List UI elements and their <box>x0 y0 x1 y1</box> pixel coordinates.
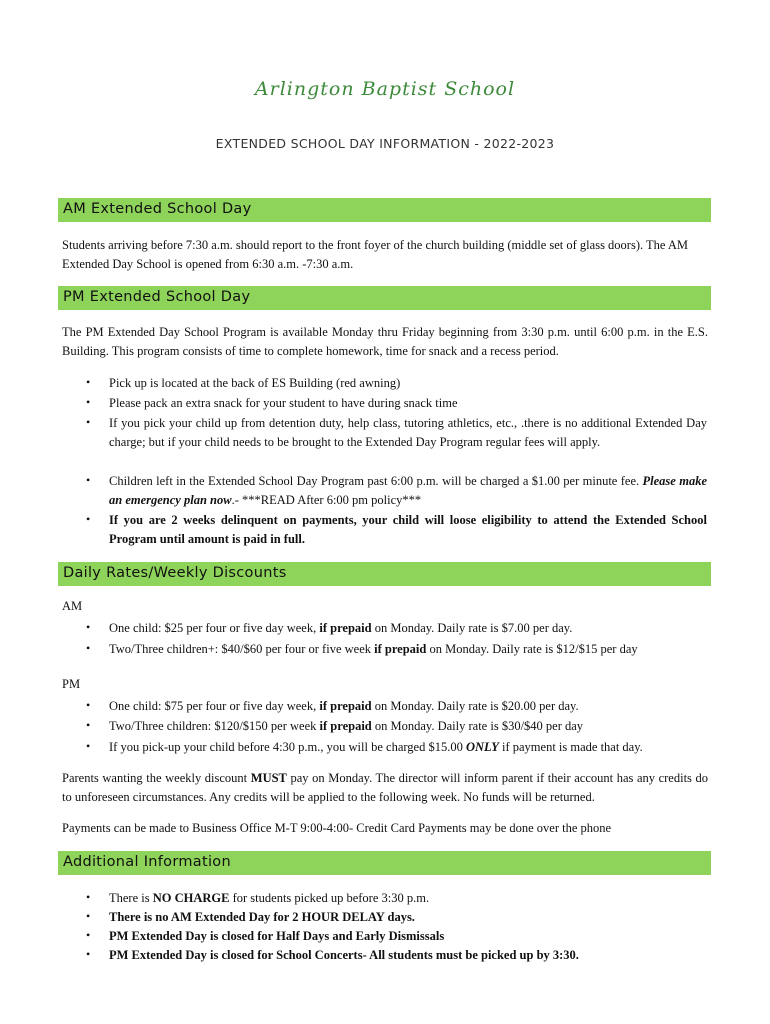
info-text: There is <box>109 891 153 905</box>
must-text: MUST <box>250 771 287 785</box>
late-fee-text: Children left in the Extended School Day Program past 6:00 p.m. will be charged a $1.00 per minute fee. <box>109 474 640 488</box>
bullet-marker: • <box>86 375 91 389</box>
section-header-additional <box>58 851 711 875</box>
am-rate-one-child <box>109 619 707 638</box>
am-rates-label: AM <box>62 599 83 613</box>
prepaid-text: if prepaid <box>374 642 427 656</box>
am-rate-multi-child <box>109 640 707 659</box>
rate-text: on Monday. Daily rate is $30/$40 per day <box>371 719 584 733</box>
rate-text: if payment is made that day. <box>498 740 643 754</box>
school-name: Arlington Baptist School <box>254 78 516 100</box>
rate-text: One child: $25 per four or five day week, <box>109 621 320 635</box>
bullet-marker: • <box>86 739 91 753</box>
pm-bullet-delinquent <box>109 511 707 549</box>
am-paragraph: Students arriving before 7:30 a.m. should report to the front foyer of the church building (middle set of glass doors). The AM Extended Day School is opened from 6:30 a.m. -7:30 a.m. <box>62 238 689 271</box>
bullet-marker: • <box>86 641 91 655</box>
additional-bullet-no-charge <box>109 889 707 908</box>
discount-paragraph <box>62 769 708 807</box>
read-policy-text: .- ***READ After 6:00 pm policy*** <box>231 493 422 507</box>
pm-rate-one-child <box>109 697 707 716</box>
bullet-marker: • <box>86 512 91 526</box>
rate-text: Two/Three children+: $40/$60 per four or five week <box>109 642 375 656</box>
info-text: There is no AM Extended Day for 2 HOUR DELAY days. <box>109 910 415 924</box>
info-text: PM Extended Day is closed for School Concerts- All students must be picked up by 3:30. <box>109 948 579 962</box>
section-title-rates: Daily Rates/Weekly Discounts <box>63 565 287 581</box>
bullet-marker: • <box>86 928 91 942</box>
delinquent-text: If you are 2 weeks delinquent on payments, your child will loose eligibility to attend the Extended School Program until amount is paid in full. <box>109 513 707 546</box>
pm-rate-early-pickup <box>109 738 707 757</box>
section-title-additional: Additional Information <box>63 854 231 870</box>
pm-paragraph: The PM Extended Day School Program is available Monday thru Friday beginning from 3:30 p.m. until 6:00 p.m. in the E.S. Building. This program consists of time to complete homework, time for snack and a recess period. <box>62 325 708 358</box>
rate-text: If you pick-up your child before 4:30 p.m., you will be charged $15.00 <box>109 740 466 754</box>
section-header-am <box>58 198 711 222</box>
bullet-marker: • <box>86 947 91 961</box>
info-text: PM Extended Day is closed for Half Days and Early Dismissals <box>109 929 445 943</box>
no-charge-text: NO CHARGE <box>152 891 230 905</box>
rate-text: One child: $75 per four or five day week, <box>109 699 320 713</box>
bullet-marker: • <box>86 909 91 923</box>
only-text: ONLY <box>465 740 499 754</box>
section-header-rates <box>58 562 711 586</box>
document-title: EXTENDED SCHOOL DAY INFORMATION - 2022-2023 <box>215 136 555 151</box>
bullet-marker: • <box>86 620 91 634</box>
bullet-marker: • <box>86 473 91 487</box>
pm-bullet-detention: If you pick your child up from detention duty, help class, tutoring athletics, etc., .there is no additional Extended Day charge; but if your child needs to be brought to the Extended Day Program regular fees will apply. <box>109 416 707 449</box>
rate-text: on Monday. Daily rate is $20.00 per day. <box>371 699 579 713</box>
rate-text: on Monday. Daily rate is $7.00 per day. <box>371 621 573 635</box>
additional-bullet-delay <box>109 908 707 927</box>
payments-paragraph: Payments can be made to Business Office M-T 9:00-4:00- Credit Card Payments may be done over the phone <box>62 821 612 835</box>
prepaid-text: if prepaid <box>319 621 372 635</box>
rate-text: Two/Three children: $120/$150 per week <box>109 719 320 733</box>
prepaid-text: if prepaid <box>319 719 372 733</box>
bullet-marker: • <box>86 698 91 712</box>
bullet-marker: • <box>86 415 91 429</box>
pm-rates-label: PM <box>62 677 81 691</box>
additional-bullet-concerts <box>109 946 707 965</box>
discount-text: pay on Monday. The director will inform parent if their account has any credits do to unforeseen circumstances. Any credits will be applied to the following week. No funds will be returned. <box>62 771 708 804</box>
bullet-marker: • <box>86 890 91 904</box>
bullet-marker: • <box>86 718 91 732</box>
rate-text: on Monday. Daily rate is $12/$15 per day <box>426 642 638 656</box>
section-title-am: AM Extended School Day <box>63 201 252 217</box>
pm-bullet-pickup: Pick up is located at the back of ES Building (red awning) <box>109 376 401 390</box>
bullet-marker: • <box>86 395 91 409</box>
pm-bullet-snack: Please pack an extra snack for your student to have during snack time <box>109 396 458 410</box>
pm-rate-multi-child <box>109 717 707 736</box>
emergency-plan-text: Please make an emergency plan now <box>109 474 707 507</box>
pm-bullet-late-fee <box>109 472 707 510</box>
discount-text: Parents wanting the weekly discount <box>62 771 251 785</box>
info-text: for students picked up before 3:30 p.m. <box>229 891 430 905</box>
prepaid-text: if prepaid <box>319 699 372 713</box>
section-title-pm: PM Extended School Day <box>63 289 251 305</box>
additional-bullet-half-days <box>109 927 707 946</box>
section-header-pm <box>58 286 711 310</box>
